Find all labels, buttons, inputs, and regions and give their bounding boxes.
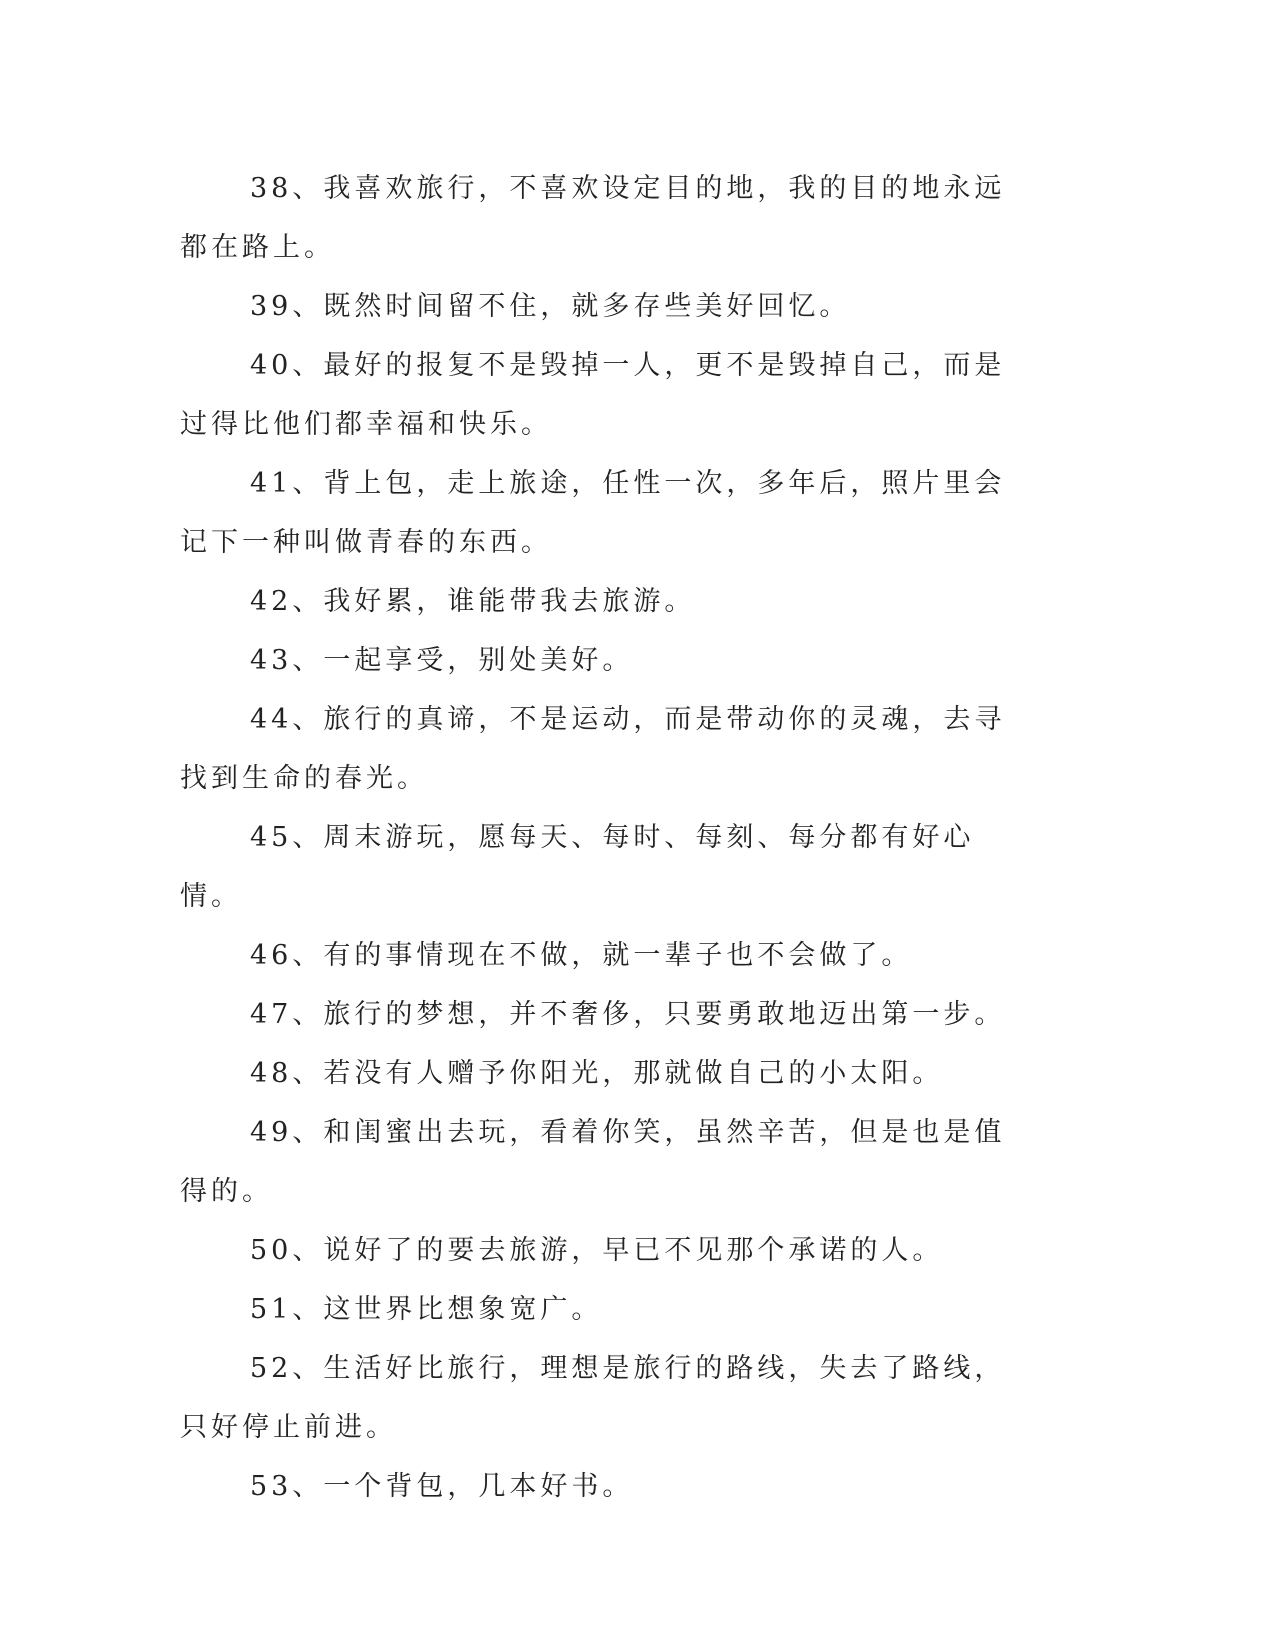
paragraph-48: 48、若没有人赠予你阳光，那就做自己的小太阳。 <box>250 1058 944 1089</box>
paragraph-47: 47、旅行的梦想，并不奢侈，只要勇敢地迈出第一步。 <box>250 999 1006 1030</box>
document-body <box>180 159 1030 1516</box>
paragraph-40: 40、最好的报复不是毁掉一人，更不是毁掉自己，而是过得比他们都幸福和快乐。 <box>180 350 1006 440</box>
paragraph-45: 45、周末游玩，愿每天、每时、每刻、每分都有好心情。 <box>180 822 975 912</box>
paragraph-42: 42、我好累，谁能带我去旅游。 <box>250 586 696 617</box>
paragraph-50: 50、说好了的要去旅游，早已不见那个承诺的人。 <box>250 1235 944 1266</box>
paragraph-51: 51、这世界比想象宽广。 <box>250 1294 603 1325</box>
paragraph-39: 39、既然时间留不住，就多存些美好回忆。 <box>250 291 851 322</box>
paragraph-46: 46、有的事情现在不做，就一辈子也不会做了。 <box>250 940 913 971</box>
paragraph-49: 49、和闺蜜出去玩，看着你笑，虽然辛苦，但是也是值得的。 <box>180 1117 1006 1207</box>
paragraph-44: 44、旅行的真谛，不是运动，而是带动你的灵魂，去寻找到生命的春光。 <box>180 704 1006 794</box>
paragraph-41: 41、背上包，走上旅途，任性一次，多年后，照片里会记下一种叫做青春的东西。 <box>180 468 1006 558</box>
paragraph-53: 53、一个背包，几本好书。 <box>250 1471 634 1502</box>
paragraph-52: 52、生活好比旅行，理想是旅行的路线，失去了路线，只好停止前进。 <box>180 1353 1006 1443</box>
paragraph-43: 43、一起享受，别处美好。 <box>250 645 634 676</box>
paragraph-38: 38、我喜欢旅行，不喜欢设定目的地，我的目的地永远都在路上。 <box>180 173 1006 263</box>
